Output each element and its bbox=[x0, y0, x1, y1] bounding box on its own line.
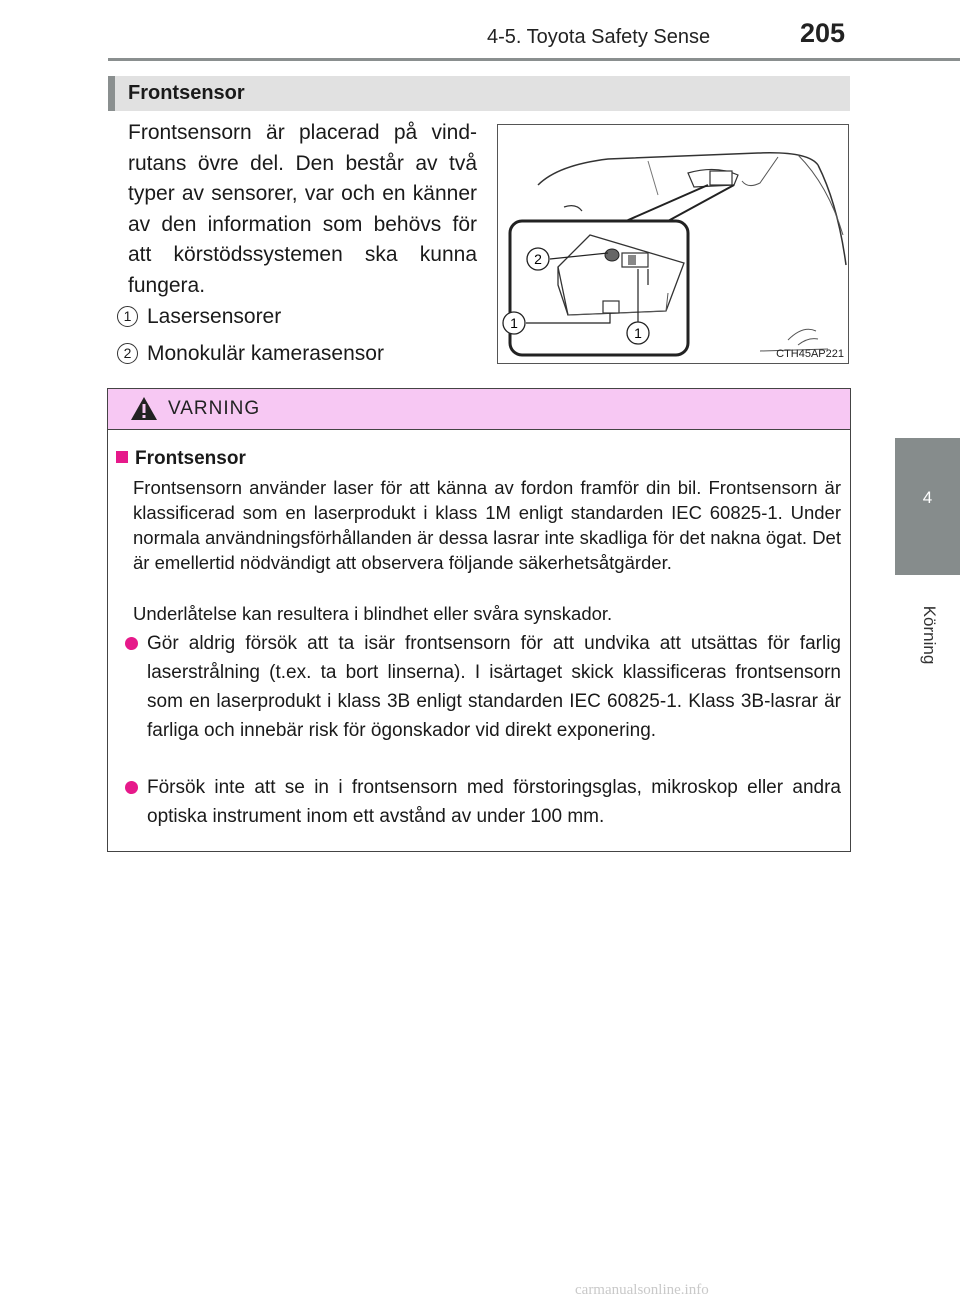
legend-item-laser bbox=[117, 305, 281, 329]
chapter-label-text: Körning bbox=[920, 605, 939, 665]
legend-item-camera bbox=[117, 342, 384, 366]
warning-bullet-text: Försök inte att se in i frontsensorn med förstoringsglas, mikroskop eller andra optiska instrument inom ett avstånd av under 100 mm. bbox=[147, 777, 841, 827]
warning-paragraph: Underlåtelse kan resultera i blindhet eller svåra synskador. bbox=[133, 603, 613, 624]
warning-bullet-text: Gör aldrig försök att ta isär frontsensorn för att undvika att utsättas för farlig laserstrålning (t.ex. ta bort linserna). I isärtaget skick klassificeras frontsensorn som en laserprodukt i klass 3B enligt standarden IEC 60825-1. Klass 3B-lasrar är farliga och innebär risk för ögonskador vid direkt exponering. bbox=[147, 633, 841, 741]
callout-camera: 2 bbox=[534, 251, 542, 267]
intro-paragraph: Frontsensorn är placerad på vindrutans övre del. Den består av två typer av sensorer, var och en känner av den information som behövs för att körstödssystemen ska kunna fungera. bbox=[128, 121, 477, 297]
sensor-drawing bbox=[498, 125, 848, 363]
warning-title: VARNING bbox=[168, 398, 261, 419]
legend-number: 2 bbox=[117, 343, 138, 364]
section-title: Frontsensor bbox=[128, 82, 245, 104]
page-number: 205 bbox=[800, 18, 846, 48]
warning-subtitle-text: Frontsensor bbox=[135, 448, 246, 469]
callout-laser: 1 bbox=[510, 315, 518, 331]
warning-subtitle bbox=[116, 448, 246, 470]
chapter-label bbox=[893, 605, 960, 665]
warning-box bbox=[107, 388, 851, 852]
square-bullet-icon bbox=[116, 451, 128, 463]
callout-laser: 1 bbox=[634, 325, 642, 341]
bullet-dot-icon bbox=[125, 637, 138, 650]
legend-number: 1 bbox=[117, 306, 138, 327]
warning-bullet bbox=[125, 629, 841, 745]
legend-label: Monokulär kamerasensor bbox=[147, 342, 384, 365]
running-header: 4-5. Toyota Safety Sense bbox=[487, 26, 711, 48]
section-heading bbox=[108, 76, 850, 111]
warning-paragraph: Frontsensorn använder laser för att känna av fordon framför din bil. Frontsensorn är klassificerad som en laserprodukt i klass 1M enligt standarden IEC 60825-1. Under normala användningsförhållanden är dessa lasrar inte skadliga för det nakna ögat. Det är emellertid nödvändigt att observera följande säkerhetsåtgärder. bbox=[133, 477, 841, 573]
sensor-illustration bbox=[497, 124, 849, 364]
bullet-dot-icon bbox=[125, 781, 138, 794]
legend-label: Lasersensorer bbox=[147, 305, 282, 328]
chapter-number: 4 bbox=[922, 488, 933, 507]
watermark: carmanualsonline.info bbox=[575, 1282, 709, 1298]
figure-code: CTH45AP221 bbox=[776, 348, 844, 360]
header-rule bbox=[108, 58, 960, 61]
chapter-tab[interactable] bbox=[895, 438, 960, 575]
warning-triangle-icon bbox=[130, 396, 158, 421]
warning-header bbox=[108, 389, 850, 430]
warning-bullet bbox=[125, 773, 841, 831]
